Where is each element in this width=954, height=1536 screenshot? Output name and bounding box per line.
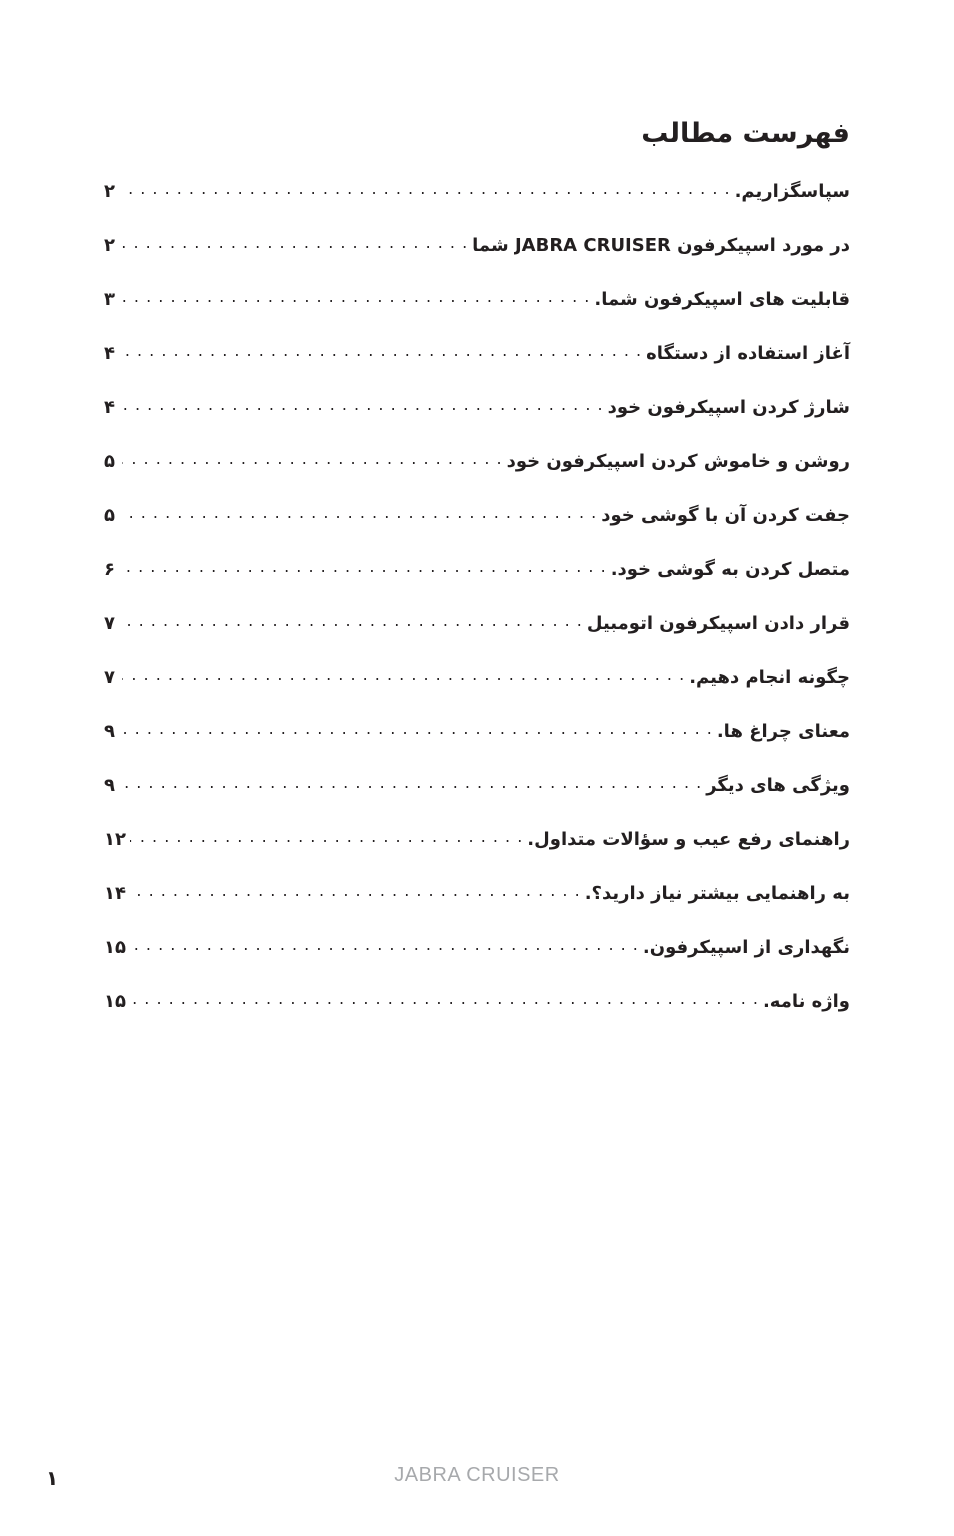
toc-entry-title: قابلیت های اسپیکرفون شما. bbox=[594, 288, 850, 310]
toc-entry-title: شارژ کردن اسپیکرفون خود bbox=[607, 396, 850, 418]
toc-entry-page: ۱۵ bbox=[104, 936, 126, 958]
toc-entry-title: آغاز استفاده از دستگاه bbox=[646, 342, 850, 364]
toc-leader-dots bbox=[130, 991, 759, 1011]
toc-entry-page: ۵ bbox=[104, 504, 115, 526]
toc-entry-page: ۹ bbox=[104, 774, 115, 796]
toc-entry-title: چگونه انجام دهیم. bbox=[689, 666, 850, 688]
toc-entry bbox=[104, 218, 850, 272]
toc-entry-title: سپاسگزاریم. bbox=[734, 180, 850, 202]
toc-entry-page: ۷ bbox=[104, 612, 115, 634]
toc-entry bbox=[104, 920, 850, 974]
toc-leader-dots bbox=[122, 613, 583, 633]
toc-entry-page: ۴ bbox=[104, 396, 115, 418]
page-title: فهرست مطالب bbox=[641, 118, 850, 149]
toc-leader-dots bbox=[130, 937, 639, 957]
toc-entry-page: ۱۲ bbox=[104, 828, 126, 850]
toc-entry-page: ۴ bbox=[104, 342, 115, 364]
toc-entry-title: به راهنمایی بیشتر نیاز دارید؟. bbox=[584, 882, 850, 904]
toc-leader-dots bbox=[122, 397, 604, 417]
toc-leader-dots bbox=[122, 235, 468, 255]
toc-leader-dots bbox=[122, 721, 713, 741]
toc-entry bbox=[104, 596, 850, 650]
toc-entry-page: ۷ bbox=[104, 666, 115, 688]
toc-entry-title: معنای چراغ ها. bbox=[716, 720, 850, 742]
footer-page-number: ۱ bbox=[46, 1466, 59, 1490]
toc-leader-dots bbox=[122, 775, 702, 795]
toc-entry bbox=[104, 974, 850, 1028]
toc-entry-title: روشن و خاموش کردن اسپیکرفون خود bbox=[506, 450, 850, 472]
toc-entry bbox=[104, 326, 850, 380]
toc-entry-page: ۹ bbox=[104, 720, 115, 742]
toc-entry bbox=[104, 542, 850, 596]
toc-entry-title: در مورد اسپیکرفون JABRA CRUISER شما bbox=[472, 234, 850, 256]
toc-leader-dots bbox=[122, 451, 503, 471]
toc-entry-page: ۱۴ bbox=[104, 882, 126, 904]
toc-entry bbox=[104, 434, 850, 488]
toc-entry-title: راهنمای رفع عیب و سؤالات متداول. bbox=[527, 828, 850, 850]
toc-entry bbox=[104, 380, 850, 434]
toc-entry bbox=[104, 488, 850, 542]
toc-entry bbox=[104, 272, 850, 326]
toc-entry-title: قرار دادن اسپیکرفون اتومبیل bbox=[586, 612, 850, 634]
toc-entry-page: ۲ bbox=[104, 180, 115, 202]
toc-leader-dots bbox=[130, 829, 523, 849]
toc-entry bbox=[104, 866, 850, 920]
toc-entry bbox=[104, 164, 850, 218]
toc-entry-title: متصل کردن به گوشی خود. bbox=[610, 558, 850, 580]
toc-entry-page: ۵ bbox=[104, 450, 115, 472]
toc-entry-page: ۲ bbox=[104, 234, 115, 256]
footer-brand: JABRA CRUISER bbox=[394, 1464, 560, 1486]
toc-leader-dots bbox=[130, 883, 581, 903]
toc-entry bbox=[104, 758, 850, 812]
toc-entry bbox=[104, 650, 850, 704]
toc-leader-dots bbox=[122, 343, 642, 363]
toc-entry-title: واژه نامه. bbox=[762, 990, 850, 1012]
toc-leader-dots bbox=[122, 505, 597, 525]
toc-entry-page: ۳ bbox=[104, 288, 115, 310]
toc-entry-page: ۶ bbox=[104, 558, 115, 580]
toc-entry-title: جفت کردن آن با گوشی خود bbox=[601, 504, 850, 526]
toc-entry bbox=[104, 704, 850, 758]
toc-leader-dots bbox=[122, 559, 607, 579]
table-of-contents bbox=[104, 164, 850, 1028]
toc-leader-dots bbox=[122, 667, 685, 687]
toc-entry bbox=[104, 812, 850, 866]
toc-leader-dots bbox=[122, 181, 731, 201]
toc-entry-title: ویژگی های دیگر bbox=[706, 774, 850, 796]
toc-entry-title: نگهداری از اسپیکرفون. bbox=[642, 936, 850, 958]
toc-entry-page: ۱۵ bbox=[104, 990, 126, 1012]
toc-leader-dots bbox=[122, 289, 590, 309]
